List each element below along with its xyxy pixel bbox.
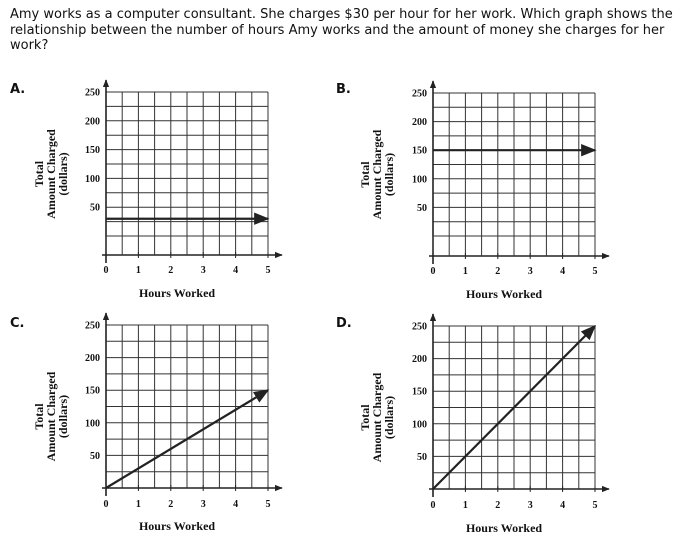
option-b-label[interactable]: B. bbox=[336, 82, 351, 97]
x-tick-label: 4 bbox=[233, 265, 239, 276]
chart-b bbox=[358, 81, 609, 301]
y-axis-title-line: (dollars) bbox=[56, 394, 70, 439]
x-tick-label: 3 bbox=[527, 500, 533, 511]
chart-c bbox=[32, 313, 282, 533]
y-tick-label: 50 bbox=[417, 451, 427, 463]
x-axis-title: Hours Worked bbox=[465, 287, 543, 301]
x-tick-label: 4 bbox=[560, 500, 566, 511]
question-text: Amy works as a computer consultant. She charges $30 per hour for her work. Which graph shows the relationship between the number of hours Amy works and the amount of money she charges for her work? bbox=[10, 7, 673, 53]
x-tick-label: 5 bbox=[592, 500, 598, 511]
x-tick-label: 1 bbox=[462, 266, 468, 277]
y-axis-title-line: Total bbox=[358, 404, 372, 431]
y-tick-label: 200 bbox=[412, 354, 427, 366]
x-tick-label: 3 bbox=[200, 265, 206, 276]
y-axis-title-line: Amount Charged bbox=[44, 371, 58, 462]
y-tick-label: 50 bbox=[90, 202, 100, 214]
x-axis-title: Hours Worked bbox=[138, 286, 216, 300]
x-tick-label: 0 bbox=[430, 500, 436, 511]
y-axis-title-line: Amount Charged bbox=[370, 129, 384, 220]
y-tick-label: 150 bbox=[85, 385, 100, 397]
x-tick-label: 2 bbox=[495, 500, 501, 511]
y-tick-label: 250 bbox=[85, 320, 100, 332]
x-tick-label: 0 bbox=[103, 499, 109, 510]
y-tick-label: 100 bbox=[85, 418, 100, 430]
y-tick-label: 250 bbox=[412, 321, 427, 333]
option-c-label[interactable]: C. bbox=[10, 316, 25, 331]
option-a-label[interactable]: A. bbox=[10, 82, 26, 97]
y-tick-label: 200 bbox=[85, 353, 100, 365]
y-tick-label: 150 bbox=[412, 145, 427, 157]
x-tick-label: 2 bbox=[168, 265, 174, 276]
x-tick-label: 5 bbox=[265, 265, 271, 276]
x-axis-title: Hours Worked bbox=[138, 519, 216, 533]
x-axis-title: Hours Worked bbox=[465, 521, 543, 535]
y-tick-label: 150 bbox=[412, 386, 427, 398]
x-tick-label: 2 bbox=[168, 499, 174, 510]
x-tick-label: 0 bbox=[430, 266, 436, 277]
y-tick-label: 50 bbox=[417, 202, 427, 214]
y-tick-label: 200 bbox=[85, 116, 100, 128]
x-tick-label: 0 bbox=[103, 265, 109, 276]
y-axis-title-line: Total bbox=[32, 403, 46, 430]
x-tick-label: 3 bbox=[527, 266, 533, 277]
y-tick-label: 50 bbox=[90, 450, 100, 462]
x-tick-label: 1 bbox=[135, 499, 141, 510]
x-tick-label: 2 bbox=[495, 266, 501, 277]
x-tick-label: 5 bbox=[265, 499, 271, 510]
y-axis-title-line: Total bbox=[32, 160, 46, 188]
x-tick-label: 1 bbox=[462, 500, 468, 511]
y-tick-label: 200 bbox=[412, 117, 427, 129]
option-d-label[interactable]: D. bbox=[336, 316, 352, 331]
y-axis-title-line: (dollars) bbox=[382, 395, 396, 440]
y-axis-title-line: Amount Charged bbox=[44, 129, 58, 219]
x-tick-label: 4 bbox=[560, 266, 566, 277]
y-tick-label: 100 bbox=[412, 419, 427, 431]
x-tick-label: 5 bbox=[592, 266, 598, 277]
y-axis-title-line: (dollars) bbox=[382, 152, 396, 197]
chart-a bbox=[32, 80, 282, 300]
x-tick-label: 3 bbox=[200, 499, 206, 510]
y-tick-label: 100 bbox=[85, 173, 100, 185]
x-tick-label: 4 bbox=[233, 499, 239, 510]
y-axis-title-line: (dollars) bbox=[56, 152, 70, 196]
y-tick-label: 250 bbox=[85, 87, 100, 99]
x-tick-label: 1 bbox=[135, 265, 141, 276]
y-tick-label: 250 bbox=[412, 88, 427, 100]
y-tick-label: 150 bbox=[85, 145, 100, 157]
chart-d bbox=[358, 314, 609, 535]
y-axis-title-line: Total bbox=[358, 161, 372, 188]
y-tick-label: 100 bbox=[412, 174, 427, 186]
y-axis-title-line: Amount Charged bbox=[370, 372, 384, 463]
